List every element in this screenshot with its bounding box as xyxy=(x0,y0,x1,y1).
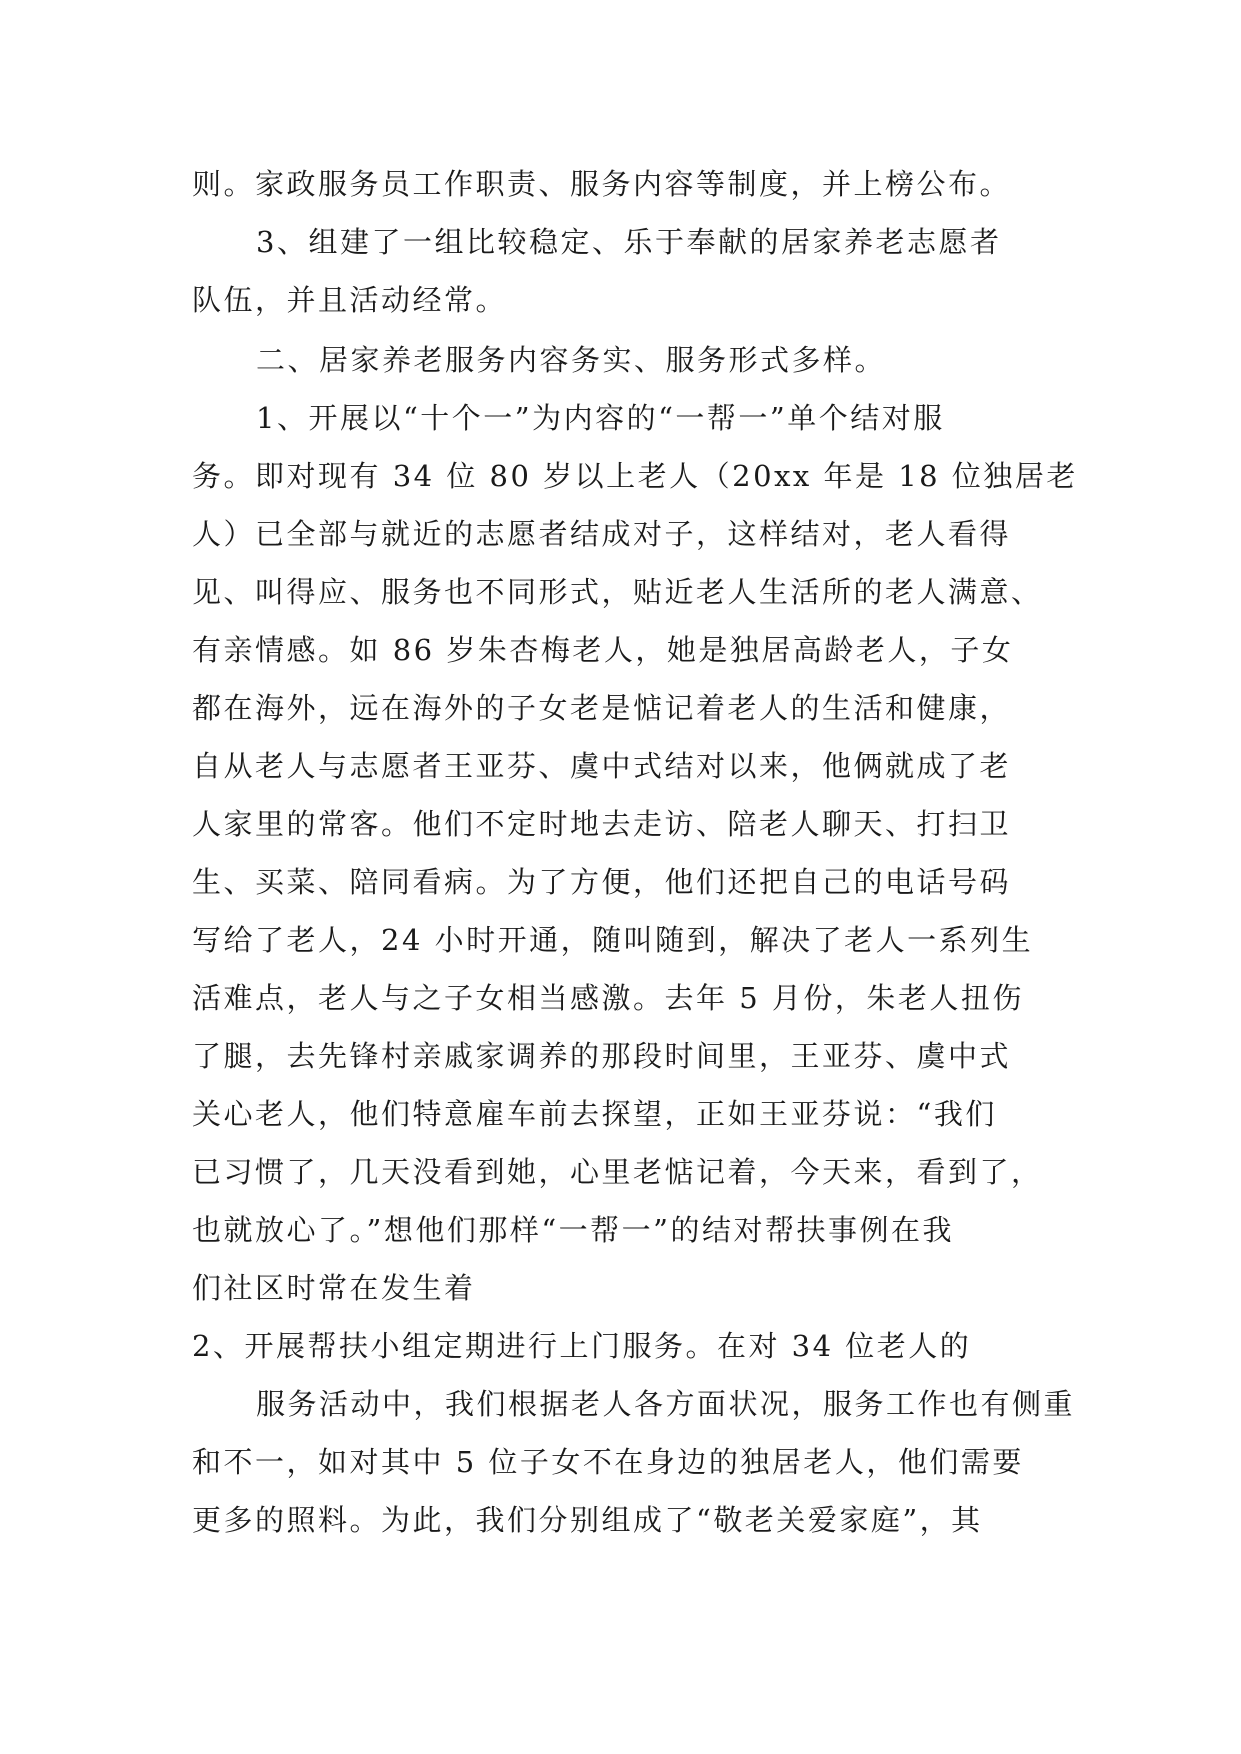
text-line: 也就放心了。”想他们那样“一帮一”的结对帮扶事例在我 xyxy=(192,1213,954,1247)
text-line: 自从老人与志愿者王亚芬、虞中式结对以来，他俩就成了老 xyxy=(192,749,1012,783)
text-line: 活难点，老人与之子女相当感激。去年 5 月份，朱老人扭伤 xyxy=(192,981,1024,1015)
text-line: 人家里的常客。他们不定时地去走访、陪老人聊天、打扫卫 xyxy=(192,807,1012,841)
section-heading: 二、居家养老服务内容务实、服务形式多样。 xyxy=(256,343,887,377)
text-line: 了腿，去先锋村亲戚家调养的那段时间里，王亚芬、虞中式 xyxy=(192,1039,1012,1073)
text-line: 则。家政服务员工作职责、服务内容等制度，并上榜公布。 xyxy=(192,167,1012,201)
text-line: 人）已全部与就近的志愿者结成对子，这样结对，老人看得 xyxy=(192,517,1012,551)
text-line: 生、买菜、陪同看病。为了方便，他们还把自己的电话号码 xyxy=(192,865,1012,899)
text-line: 写给了老人，24 小时开通，随叫随到，解决了老人一系列生 xyxy=(192,923,1034,957)
text-line: 1、开展以“十个一”为内容的“一帮一”单个结对服 xyxy=(256,401,945,435)
text-line: 都在海外，远在海外的子女老是惦记着老人的生活和健康， xyxy=(192,691,1012,725)
text-line: 见、叫得应、服务也不同形式，贴近老人生活所的老人满意、 xyxy=(192,575,1043,609)
text-line: 务。即对现有 34 位 80 岁以上老人（20xx 年是 18 位独居老 xyxy=(192,459,1078,493)
text-line: 服务活动中，我们根据老人各方面状况，服务工作也有侧重 xyxy=(256,1387,1076,1421)
text-line: 队伍，并且活动经常。 xyxy=(192,283,508,317)
text-line: 3、组建了一组比较稳定、乐于奉献的居家养老志愿者 xyxy=(256,225,1002,259)
text-line: 已习惯了，几天没看到她，心里老惦记着，今天来，看到了， xyxy=(192,1155,1043,1189)
text-line: 更多的照料。为此，我们分别组成了“敬老关爱家庭”，其 xyxy=(192,1503,983,1537)
text-line: 和不一，如对其中 5 位子女不在身边的独居老人，他们需要 xyxy=(192,1445,1024,1479)
text-line: 关心老人，他们特意雇车前去探望，正如王亚芬说：“我们 xyxy=(192,1097,997,1131)
text-line: 们社区时常在发生着 xyxy=(192,1271,476,1305)
text-line: 2、开展帮扶小组定期进行上门服务。在对 34 位老人的 xyxy=(192,1329,972,1363)
text-line: 有亲情感。如 86 岁朱杏梅老人，她是独居高龄老人，子女 xyxy=(192,633,1014,667)
